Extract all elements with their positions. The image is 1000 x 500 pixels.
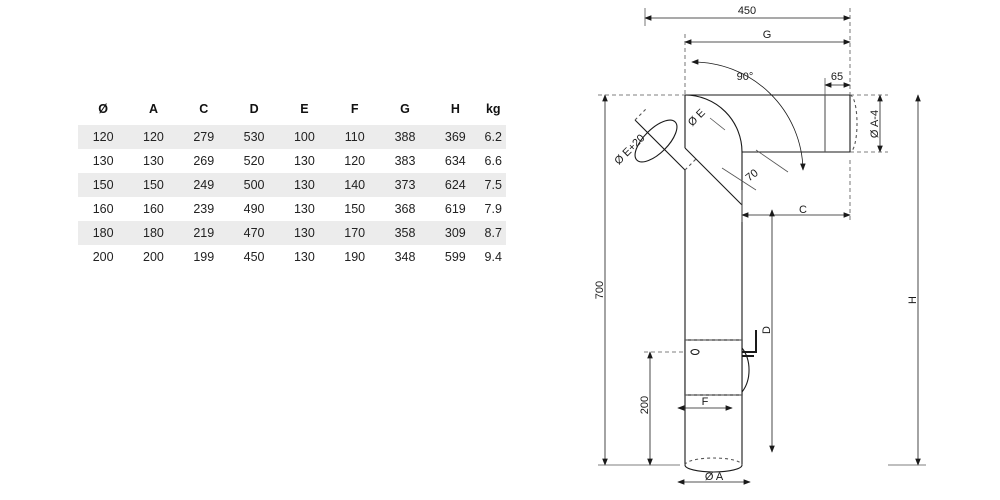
table-cell: 309 xyxy=(430,221,480,245)
table-cell: 150 xyxy=(128,173,178,197)
dim-dia-a-minus-4: Ø A-4 xyxy=(869,109,881,139)
table-cell: 180 xyxy=(128,221,178,245)
table-cell: 100 xyxy=(279,125,329,149)
dim-700: 700 xyxy=(594,280,606,300)
table-cell: 373 xyxy=(380,173,430,197)
table-header-cell: H xyxy=(430,96,480,125)
table-cell: 520 xyxy=(229,149,279,173)
table-row xyxy=(78,197,506,221)
table-cell: 150 xyxy=(330,197,380,221)
table-cell: 199 xyxy=(179,245,229,269)
table-cell: 8.7 xyxy=(481,221,507,245)
dim-dia-e: Ø E xyxy=(685,106,708,129)
dim-450: 450 xyxy=(737,5,757,17)
table-header-cell: Ø xyxy=(78,96,128,125)
table-cell: 599 xyxy=(430,245,480,269)
table-cell: 470 xyxy=(229,221,279,245)
dim-angle: 90° xyxy=(736,71,754,83)
dim-c: C xyxy=(799,204,807,216)
table-header-row xyxy=(78,96,506,125)
table-cell: 130 xyxy=(128,149,178,173)
dimension-labels xyxy=(594,5,919,483)
table-cell: 6.6 xyxy=(481,149,507,173)
technical-drawing xyxy=(560,0,1000,500)
table-cell: 160 xyxy=(128,197,178,221)
table-cell: 383 xyxy=(380,149,430,173)
table-header-cell: C xyxy=(179,96,229,125)
table-cell: 358 xyxy=(380,221,430,245)
table-cell: 120 xyxy=(78,125,128,149)
table-cell: 120 xyxy=(128,125,178,149)
spec-table-container xyxy=(78,96,506,269)
dim-65: 65 xyxy=(830,71,844,83)
dim-f: F xyxy=(701,396,709,408)
dim-200: 200 xyxy=(639,395,651,415)
table-cell: 269 xyxy=(179,149,229,173)
table-row xyxy=(78,173,506,197)
table-cell: 500 xyxy=(229,173,279,197)
table-cell: 140 xyxy=(330,173,380,197)
table-cell: 7.5 xyxy=(481,173,507,197)
table-cell: 130 xyxy=(279,173,329,197)
table-cell: 619 xyxy=(430,197,480,221)
table-header-cell: G xyxy=(380,96,430,125)
table-cell: 368 xyxy=(380,197,430,221)
table-cell: 239 xyxy=(179,197,229,221)
table-cell: 348 xyxy=(380,245,430,269)
table-cell: 249 xyxy=(179,173,229,197)
table-cell: 369 xyxy=(430,125,480,149)
table-cell: 160 xyxy=(78,197,128,221)
table-cell: 190 xyxy=(330,245,380,269)
dim-d: D xyxy=(761,326,773,334)
table-cell: 130 xyxy=(279,197,329,221)
table-cell: 150 xyxy=(78,173,128,197)
table-cell: 120 xyxy=(330,149,380,173)
dim-70: 70 xyxy=(743,167,761,185)
dim-g: G xyxy=(762,29,772,41)
table-cell: 200 xyxy=(78,245,128,269)
table-header-cell: A xyxy=(128,96,178,125)
dim-dia-a: Ø A xyxy=(704,471,724,483)
table-cell: 450 xyxy=(229,245,279,269)
table-cell: 130 xyxy=(279,245,329,269)
table-cell: 130 xyxy=(279,149,329,173)
table-row xyxy=(78,245,506,269)
table-header-cell: E xyxy=(279,96,329,125)
table-cell: 6.2 xyxy=(481,125,507,149)
table-header-cell: D xyxy=(229,96,279,125)
table-header-cell: F xyxy=(330,96,380,125)
pipe-outline xyxy=(628,95,857,472)
table-cell: 219 xyxy=(179,221,229,245)
table-cell: 130 xyxy=(279,221,329,245)
table-cell: 9.4 xyxy=(481,245,507,269)
table-cell: 530 xyxy=(229,125,279,149)
table-cell: 490 xyxy=(229,197,279,221)
table-cell: 200 xyxy=(128,245,178,269)
table-row xyxy=(78,125,506,149)
spec-table xyxy=(78,96,506,269)
table-cell: 634 xyxy=(430,149,480,173)
table-cell: 279 xyxy=(179,125,229,149)
dim-dia-e-plus-20: Ø E+20 xyxy=(612,132,648,168)
table-cell: 110 xyxy=(330,125,380,149)
table-row xyxy=(78,149,506,173)
table-cell: 624 xyxy=(430,173,480,197)
dim-h: H xyxy=(907,296,919,304)
table-cell: 388 xyxy=(380,125,430,149)
table-cell: 180 xyxy=(78,221,128,245)
table-cell: 7.9 xyxy=(481,197,507,221)
table-cell: 130 xyxy=(78,149,128,173)
table-cell: 170 xyxy=(330,221,380,245)
table-row xyxy=(78,221,506,245)
table-header-cell: kg xyxy=(481,96,507,125)
